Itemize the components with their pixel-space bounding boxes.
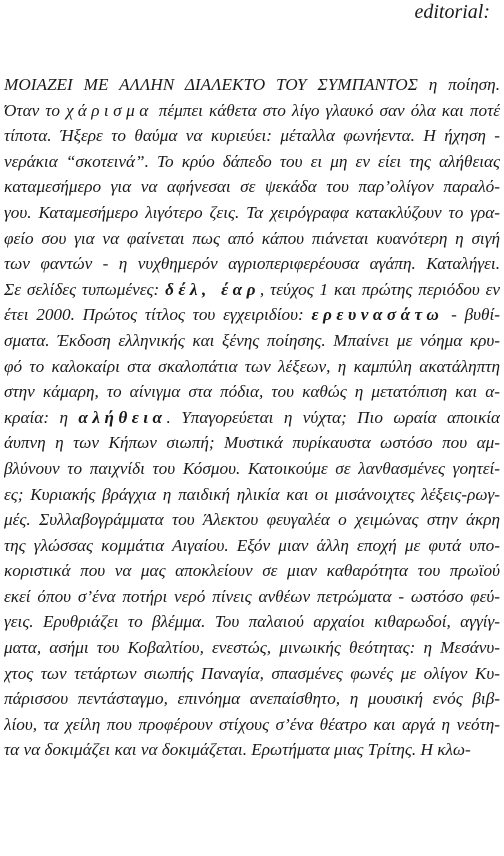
emphasized-term: χάρισμα: [66, 100, 153, 120]
text-line: [4, 737, 500, 763]
text-run: ες; Κυριακής βράγχια η παιδική ηλικία και οι μισάνοιχτες λέξεις-ρωγ-: [4, 484, 500, 504]
text-line: [4, 635, 500, 661]
text-line: [4, 584, 500, 610]
text-run: σματα. Έκδοση ελληνικής και ξένης ποίησης. Μπαίνει με νόημα κρυ-: [4, 330, 500, 350]
text-line: [4, 661, 500, 687]
text-line: [4, 456, 500, 482]
text-line: [4, 251, 500, 277]
text-line: [4, 174, 500, 200]
text-run: πάρισσου πεντάσταγμο, επινόημα ανεπαίσθητο, η μουσική ενός βιβ-: [4, 689, 500, 709]
text-run: στην κάμαρη, το αίνιγμα στα πόδια, του καθώς η μετατόπιση και α-: [4, 382, 500, 402]
emphasized-term: ερευνασάτω: [311, 305, 444, 325]
text-line: [4, 123, 500, 149]
text-run: ΜΟΙΑΖΕΙ ΜΕ ΑΛΛΗΝ ΔΙΑΛΕΚΤΟ ΤΟΥ ΣΥΜΠΑΝΤΟΣ η ποίηση.: [4, 75, 500, 94]
text-run: φό το καλοκαίρι στα σκαλοπάτια των λέξεων, η καμπύλη ακατάληπτη: [4, 356, 500, 376]
text-run: γεις. Ερυθριάζει το βλέμμα. Του παλαιού αρχαίοι κιθαρωδοί, αγγίγ-: [4, 612, 500, 632]
text-run: βλύνουν το παιχνίδι του Κόσμου. Κατοικούμε σε λανθασμένες γοητεί-: [4, 458, 500, 478]
text-run: πέμπει κάθετα στο λίγο γλαυκό σαν όλα και ποτέ: [152, 100, 500, 120]
text-line: [4, 686, 500, 712]
text-line: [4, 277, 500, 303]
text-line: [4, 98, 500, 124]
editorial-text: [4, 72, 500, 763]
text-line: [4, 430, 500, 456]
text-line: [4, 328, 500, 354]
emphasized-term: δέλ, έαρ: [165, 279, 260, 299]
text-run: τίποτα. Ήξερε το θαύμα να κυριεύει: μέταλλα φωνήεντα. Η ήχηση -: [4, 126, 500, 146]
text-line: [4, 482, 500, 508]
page-label: editorial:: [414, 1, 490, 23]
text-line: [4, 609, 500, 635]
text-line: [4, 405, 500, 431]
text-line: [4, 302, 500, 328]
text-line: [4, 507, 500, 533]
text-line: [4, 354, 500, 380]
text-run: νεράκια “σκοτεινά”. Το κρύο δάπεδο του ει μη εν είει της αλήθειας: [4, 151, 500, 171]
text-run: λίου, τα χείλη που προφέρουν στίχους σ’ένα θέατρο και αργά η νεότη-: [4, 714, 500, 734]
text-run: της γλώσσας κομμάτια Αιγαίου. Εξόν μιαν άλλη εποχή με φυτά υπο-: [4, 535, 500, 555]
text-run: Όταν το: [4, 100, 67, 120]
text-run: καταμεσήμερο για να αφήνεσαι σε ψεκάδα του παρ’ολίγον παραλό-: [4, 177, 500, 197]
text-line: [4, 558, 500, 584]
text-run: τα να δοκιμάζει και να δοκιμάζεται. Ερωτήματα μιας Τρίτης. Η κλω-: [4, 740, 471, 760]
text-line: [4, 379, 500, 405]
text-run: , τεύχος 1 και πρώτης περιόδου εν: [259, 279, 500, 299]
text-line: [4, 533, 500, 559]
text-line: [4, 200, 500, 226]
text-run: έτει 2000. Πρώτος τίτλος του εγχειριδίου:: [4, 305, 312, 325]
text-run: των φαντών - η νυχθημερόν αγριοπεριφερέουσα αγάπη. Καταλήγει.: [4, 254, 500, 274]
text-run: φείο σου για να φαίνεται πως από κάπου πιάνεται κυανότερη η σιγή: [4, 228, 500, 248]
text-line: [4, 226, 500, 252]
text-run: άυπνη η των Κήπων σιωπή; Μυστικά πυρίκαυστα ωστόσο που αμ-: [4, 433, 500, 453]
text-line: [4, 72, 500, 98]
text-run: μές. Συλλαβογράμματα του Άλεκτου φευγαλέα ο χειμώνας στην άκρη: [4, 510, 500, 530]
text-run: Σε σελίδες τυπωμένες:: [4, 279, 166, 299]
text-run: ματα, ασήμι του Κοβαλτίου, ενεστώς, μινωικής θεότητας: η Μεσάνυ-: [4, 638, 500, 658]
text-run: - βυθί-: [443, 305, 500, 325]
text-run: κοριστικά που να μας αποκλείουν σε μιαν καθαρότητα του πρωϊού: [4, 561, 500, 581]
text-line: [4, 149, 500, 175]
text-run: χτος των τετάρτων σιωπής Παναγία, σπασμένες φωνές με ολίγον Κυ-: [4, 663, 500, 683]
emphasized-term: αλήθεια: [78, 407, 167, 427]
text-run: κραία: η: [4, 407, 79, 427]
text-run: γου. Καταμεσήμερο λιγότερο ζεις. Τα χειρόγραφα κατακλύζουν το γρα-: [4, 202, 500, 222]
text-run: . Υπαγορεύεται η νύχτα; Πιο ωραία αποικία: [166, 407, 500, 427]
text-line: [4, 712, 500, 738]
text-run: εκεί όπου σ’ένα ποτήρι νερό πίνεις ανθέων πετρώματα - ωστόσο φεύ-: [4, 586, 500, 606]
